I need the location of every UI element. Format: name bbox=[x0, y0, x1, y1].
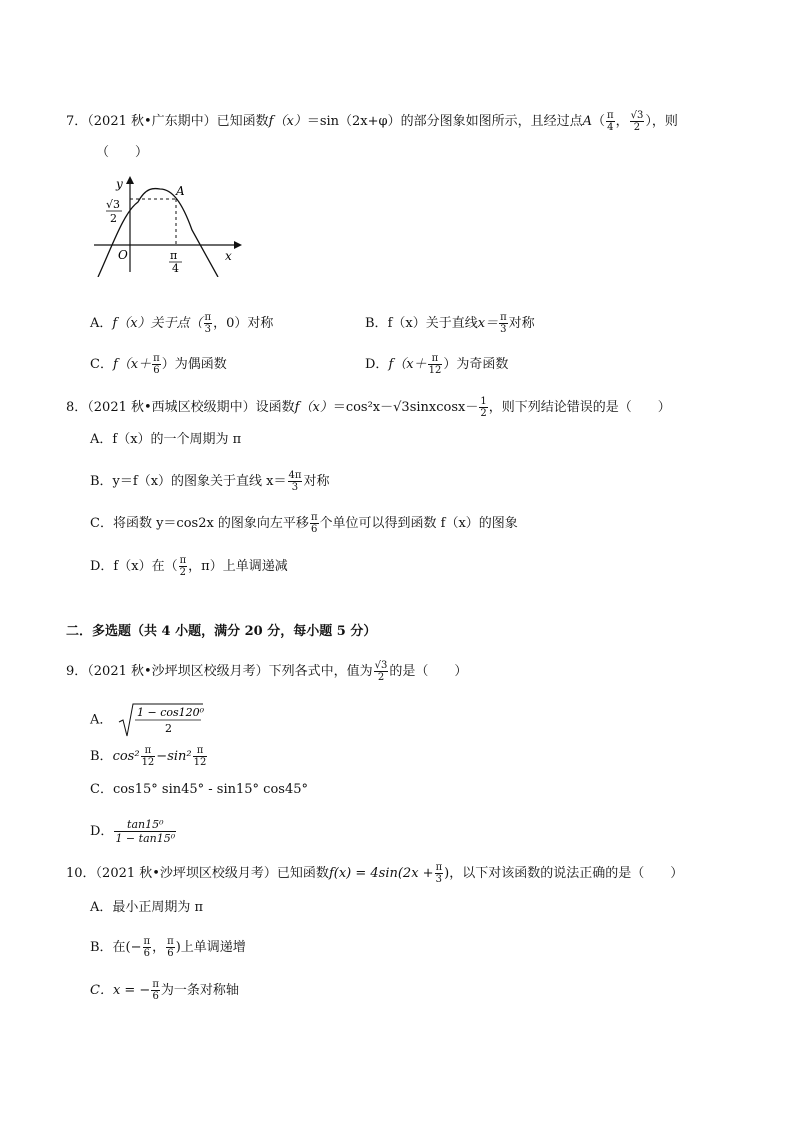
q8-stem: 8．（2021 秋•西城区校级期中）设函数f（x）＝cos²x－√3sinxcosx－ $\frac{1}{2}$ ，则下列结论错误的是（ ） bbox=[66, 396, 671, 419]
q9-a-den: 2 bbox=[164, 722, 172, 735]
q10-stem: 10．（2021 秋•沙坪坝区校级月考）已知函数f(x) = 4sin(2x + $\frac{\pi}{3}$ )，以下对该函数的说法正确的是（ ） bbox=[66, 862, 684, 885]
q9-stem: 9．（2021 秋•沙坪坝区校级月考）下列各式中，值为 $\frac{√3}{2}$ 的是（ ） bbox=[66, 660, 468, 683]
q8-option-b[interactable]: B．y＝f（x）的图象关于直线 x＝ $\frac{4\pi}{3}$ 对称 bbox=[90, 470, 330, 493]
q10-option-b[interactable]: B．在(− $\frac{\pi}{6}$ ， $\frac{\pi}{6}$ )上单调递增 bbox=[90, 936, 246, 959]
xtick-den: 4 bbox=[172, 262, 179, 275]
q7-option-a[interactable]: A．f（x）关于点（ $\frac{\pi}{3}$ ，0）对称 bbox=[90, 312, 274, 335]
q7-option-d[interactable]: D．f（x＋ $\frac{\pi}{12}$ ）为奇函数 bbox=[365, 353, 509, 376]
q10-option-a[interactable]: A．最小正周期为 π bbox=[90, 900, 204, 915]
q7-option-b[interactable]: B．f（x）关于直线x＝ $\frac{\pi}{3}$ 对称 bbox=[365, 312, 535, 335]
point-a-label: A bbox=[176, 184, 185, 198]
q9-option-a[interactable]: A． 1 − cos120⁰ 2 bbox=[90, 706, 204, 735]
xtick-num: π bbox=[170, 249, 178, 262]
x-label: x bbox=[225, 249, 232, 263]
section-heading: 二．多选题（共 4 小题，满分 20 分，每小题 5 分） bbox=[66, 624, 377, 639]
q9-option-d[interactable]: D． $\frac{\text{tan15⁰}}{\text{1 − tan15⁰}}$ bbox=[90, 818, 176, 845]
ytick-num: √3 bbox=[106, 198, 121, 211]
q9-a-num: 1 − cos120⁰ bbox=[136, 706, 204, 719]
q8-option-c[interactable]: C．将函数 y＝cos2x 的图象向左平移 $\frac{\pi}{6}$ 个单位可以得到函数 f（x）的图象 bbox=[90, 512, 518, 535]
q9-option-b[interactable]: B．cos² $\frac{\pi}{12}$ −sin² $\frac{\pi}{12}$ bbox=[90, 745, 207, 768]
y-label: y bbox=[116, 177, 123, 191]
y-axis-arrow bbox=[126, 176, 134, 184]
q8-option-d[interactable]: D．f（x）在（ $\frac{\pi}{2}$ ，π）上单调递减 bbox=[90, 555, 288, 578]
q9-option-c[interactable]: C．cos15° sin45° - sin15° cos45° bbox=[90, 782, 308, 797]
x-axis-arrow bbox=[234, 241, 242, 249]
origin-label: O bbox=[118, 248, 128, 262]
q7-graph bbox=[88, 172, 248, 277]
q8-option-a[interactable]: A．f（x）的一个周期为 π bbox=[90, 432, 242, 447]
q10-option-c[interactable]: C．x = − $\frac{\pi}{6}$ 为一条对称轴 bbox=[90, 979, 239, 1002]
q7-stem: 7．（2021 秋•广东期中）已知函数f（x）＝sin（2x+φ）的部分图象如图所示，且经过点A（ $\frac{\pi}{4}$ ， $\frac{√3}{2}$ ），则 bbox=[66, 110, 678, 133]
q7-option-c[interactable]: C．f（x＋ $\frac{\pi}{6}$ ）为偶函数 bbox=[90, 353, 227, 376]
q7-answer-paren: （ ） bbox=[96, 145, 149, 160]
ytick-den: 2 bbox=[110, 212, 117, 225]
